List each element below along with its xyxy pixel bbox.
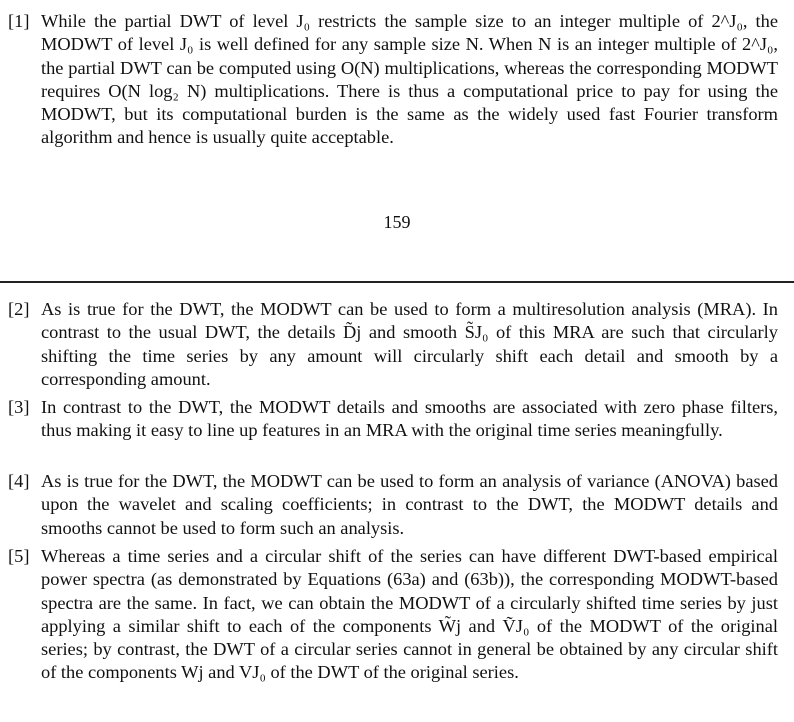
page-number: 159 xyxy=(383,212,411,232)
list-item xyxy=(8,470,778,540)
item-text: As is true for the DWT, the MODWT can be used to form an analysis of variance (ANOVA) based upon the wavelet and scaling coefficients; in contrast to the DWT, the MODWT details and smooths cannot be used to form such an analysis. xyxy=(41,471,778,538)
item-number: [4] xyxy=(8,471,30,491)
list-item xyxy=(8,396,778,443)
item-number: [1] xyxy=(8,11,30,31)
item-text: In contrast to the DWT, the MODWT details and smooths are associated with zero phase filters, thus making it easy to line up features in an MRA with the original time series meaningfully. xyxy=(41,397,778,441)
page-divider xyxy=(0,281,794,283)
item-number: [5] xyxy=(8,546,30,566)
list-item xyxy=(8,10,778,150)
list-item xyxy=(8,298,778,391)
item-text: Whereas a time series and a circular shift of the series can have different DWT-based empirical power spectra (as demonstrated by Equations (63a) and (63b)), the corresponding MODWT-based spectra are the same. In fact, we can obtain the MODWT of a circularly shifted time series by just applying a similar shift to each of the components W̃j and ṼJ₀ of the MODWT of the original series; by contrast, the DWT of a circular series cannot in general be obtained by any circular shift of the components Wj and VJ₀ of the DWT of the original series. xyxy=(41,546,778,683)
item-text: While the partial DWT of level J₀ restricts the sample size to an integer multiple of 2^J₀, the MODWT of level J₀ is well defined for any sample size N. When N is an integer multiple of 2^J₀, the partial DWT can be computed using O(N) multiplications, whereas the corresponding MODWT requires O(N log₂ N) multiplications. There is thus a computational price to pay for using the MODWT, but its computational burden is the same as the widely used fast Fourier transform algorithm and hence is usually quite acceptable. xyxy=(41,11,778,148)
list-item xyxy=(8,545,778,685)
item-number: [2] xyxy=(8,299,30,319)
item-text: As is true for the DWT, the MODWT can be used to form a multiresolution analysis (MRA). In contrast to the usual DWT, the details D̃j and smooth S̃J₀ of this MRA are such that circularly shifting the time series by any amount will circularly shift each detail and smooth by a corresponding amount. xyxy=(41,299,778,389)
item-number: [3] xyxy=(8,397,30,417)
